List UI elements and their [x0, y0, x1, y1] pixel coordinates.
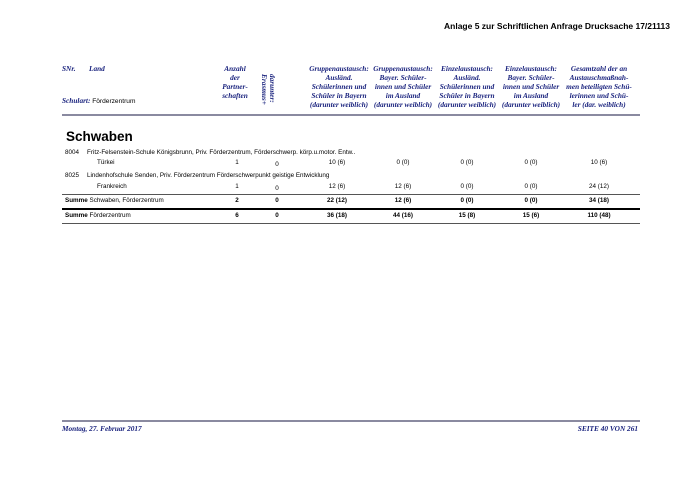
value-col4: 0 (0): [524, 159, 538, 166]
erasmus-count: 0: [275, 197, 279, 204]
value-col2: 44 (16): [393, 212, 413, 219]
header-col-single-foreign: Einzelaustausch: Ausländ. Schülerinnen und Schüler in Bayern (darunter weiblich): [437, 64, 497, 109]
footer-page-number: SEITE 40 VON 261: [577, 424, 638, 433]
value-col4: 15 (6): [522, 212, 540, 219]
value-col3: 0 (0): [460, 197, 474, 204]
partnerships-count: 1: [235, 159, 239, 166]
value-col4: 0 (0): [524, 183, 538, 190]
document-title: Anlage 5 zur Schriftlichen Anfrage Drucksache 17/21113: [444, 21, 670, 31]
sum-total-row: [62, 210, 640, 222]
value-col5: 24 (12): [589, 183, 609, 190]
partnerships-count: 6: [235, 212, 239, 219]
header-anzahl: Anzahl der Partner- schaften: [222, 64, 248, 100]
header-col-total: Gesamtzahl der an Austauschmaßnah- men beteiligten Schü- lerinnen und Schü- ler (dar. weiblich): [566, 64, 632, 109]
value-col5: 34 (18): [589, 197, 609, 204]
header-divider: [62, 114, 640, 116]
school-name: Fritz-Felsenstein-Schule Königsbrunn, Priv. Förderzentrum, Förderschwerp. körp.u.motor. Entw..: [87, 149, 356, 156]
sum-region-row: [62, 195, 640, 207]
partnerships-count: 1: [235, 183, 239, 190]
value-col5: 110 (48): [587, 212, 611, 219]
partnerships-count: 2: [235, 197, 239, 204]
school-name: Lindenhofschule Senden, Priv. Förderzentrum Förderschwerpunkt geistige Entwicklung: [87, 172, 330, 179]
school-number: 8004: [65, 149, 80, 156]
value-col1: 10 (6): [328, 159, 346, 166]
erasmus-count: 0: [275, 161, 279, 168]
value-col5: 10 (6): [590, 159, 608, 166]
value-col1: 36 (18): [327, 212, 347, 219]
erasmus-count: 0: [275, 212, 279, 219]
value-col3: 0 (0): [460, 159, 474, 166]
header-schulart: [62, 96, 135, 106]
section-title: Schwaben: [66, 129, 133, 144]
value-col2: 0 (0): [396, 159, 410, 166]
value-col2: 12 (6): [394, 183, 412, 190]
value-col2: 12 (6): [394, 197, 412, 204]
sum-total-text: Summe Förderzentrum: [65, 212, 131, 219]
total-bottom-rule: [62, 223, 640, 224]
header-land: Land: [89, 64, 105, 73]
table-row: [62, 157, 640, 169]
header-snr: SNr.: [62, 64, 76, 73]
header-schulart-label: Schulart:: [62, 96, 91, 105]
footer-divider: [62, 420, 640, 422]
header-erasmus: darunter: Erasmus+: [260, 74, 277, 105]
value-col1: 22 (12): [327, 197, 347, 204]
header-schulart-value: Förderzentrum: [92, 98, 136, 105]
erasmus-count: 0: [275, 185, 279, 192]
value-col4: 0 (0): [524, 197, 538, 204]
footer-date: Montag, 27. Februar 2017: [62, 424, 142, 433]
header-col-group-bavarian: Gruppenaustausch: Bayer. Schüler- innen und Schüler im Ausland (darunter weiblich): [373, 64, 433, 109]
value-col3: 0 (0): [460, 183, 474, 190]
value-col1: 12 (6): [328, 183, 346, 190]
country: Türkei: [97, 159, 115, 166]
value-col3: 15 (8): [458, 212, 476, 219]
table-row: [62, 181, 640, 193]
header-col-single-bavarian: Einzelaustausch: Bayer. Schüler- innen und Schüler im Ausland (darunter weiblich): [501, 64, 561, 109]
school-number: 8025: [65, 172, 80, 179]
header-col-group-foreign: Gruppenaustausch: Ausländ. Schülerinnen und Schüler in Bayern (darunter weiblich): [309, 64, 369, 109]
country: Frankreich: [97, 183, 127, 190]
sum-region-text: Summe Schwaben, Förderzentrum: [65, 197, 164, 204]
